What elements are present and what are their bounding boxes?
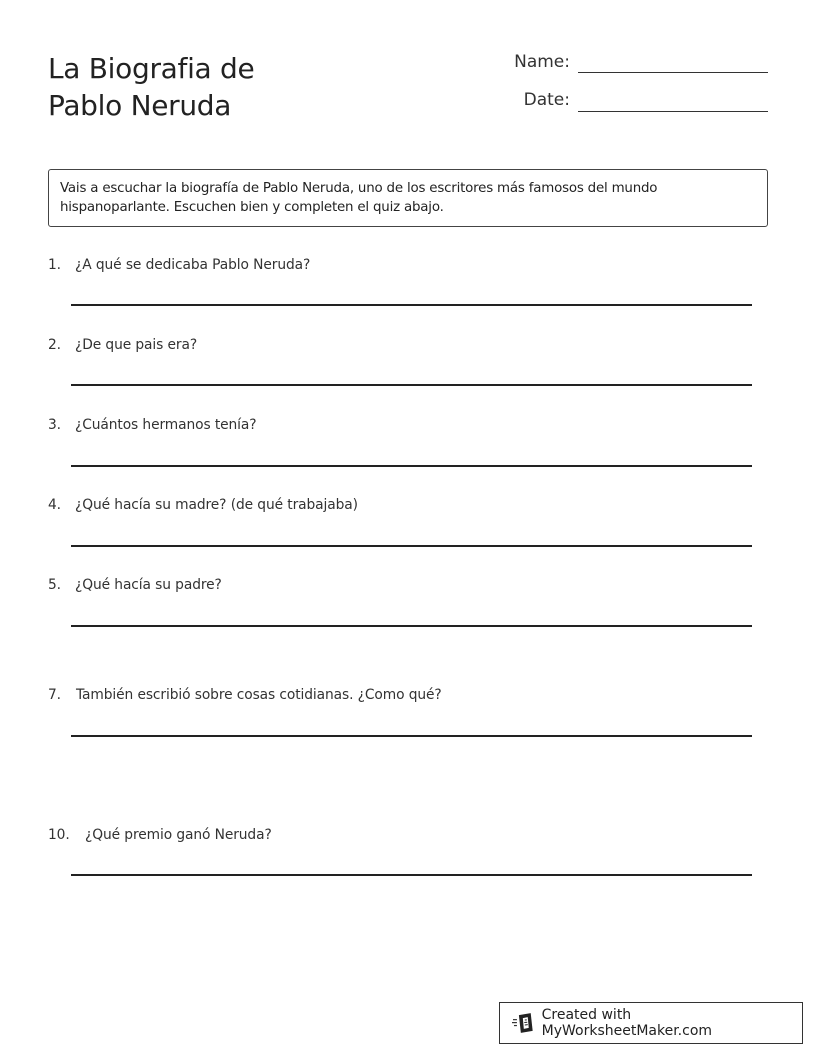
- answer-line-5[interactable]: [71, 625, 752, 627]
- worksheet-maker-logo-icon: [512, 1012, 536, 1034]
- question-2: [48, 337, 197, 353]
- answer-line-7[interactable]: [71, 735, 752, 737]
- question-text: ¿Cuántos hermanos tenía?: [75, 417, 257, 433]
- question-text: También escribió sobre cosas cotidianas. ¿Como qué?: [76, 687, 442, 703]
- title-line-1: La Biografia de: [48, 52, 255, 85]
- question-7: [48, 687, 442, 703]
- footer-badge[interactable]: [499, 1002, 803, 1044]
- question-3: [48, 417, 257, 433]
- question-text: ¿Qué premio ganó Neruda?: [85, 827, 272, 843]
- answer-line-1[interactable]: [71, 304, 752, 306]
- answer-line-3[interactable]: [71, 465, 752, 467]
- question-4: [48, 497, 358, 513]
- date-blank-line[interactable]: [578, 110, 768, 112]
- answer-line-4[interactable]: [71, 545, 752, 547]
- worksheet-title: [48, 50, 254, 124]
- question-number: 1.: [48, 257, 61, 273]
- date-field: [500, 90, 768, 110]
- question-10: [48, 827, 272, 843]
- question-number: 7.: [48, 687, 61, 703]
- instructions-box: Vais a escuchar la biografía de Pablo Neruda, uno de los escritores más famosos del mundo hispanoparlante. Escuchen bien y completen el quiz abajo.: [48, 169, 768, 227]
- question-text: ¿A qué se dedicaba Pablo Neruda?: [75, 257, 311, 273]
- name-field: [500, 52, 768, 72]
- question-number: 4.: [48, 497, 61, 513]
- answer-line-10[interactable]: [71, 874, 752, 876]
- question-1: [48, 257, 310, 273]
- question-number: 5.: [48, 577, 61, 593]
- question-text: ¿Qué hacía su padre?: [75, 577, 222, 593]
- footer-text: Created with MyWorksheetMaker.com: [541, 1007, 713, 1039]
- question-number: 10.: [48, 827, 70, 843]
- question-number: 2.: [48, 337, 61, 353]
- question-text: ¿Qué hacía su madre? (de qué trabajaba): [75, 497, 358, 513]
- question-5: [48, 577, 222, 593]
- question-text: ¿De que pais era?: [75, 337, 198, 353]
- answer-line-2[interactable]: [71, 384, 752, 386]
- name-blank-line[interactable]: [578, 71, 768, 73]
- date-label: Date:: [523, 90, 570, 110]
- question-number: 3.: [48, 417, 61, 433]
- title-line-2: Pablo Neruda: [48, 89, 232, 122]
- name-label: Name:: [514, 52, 570, 72]
